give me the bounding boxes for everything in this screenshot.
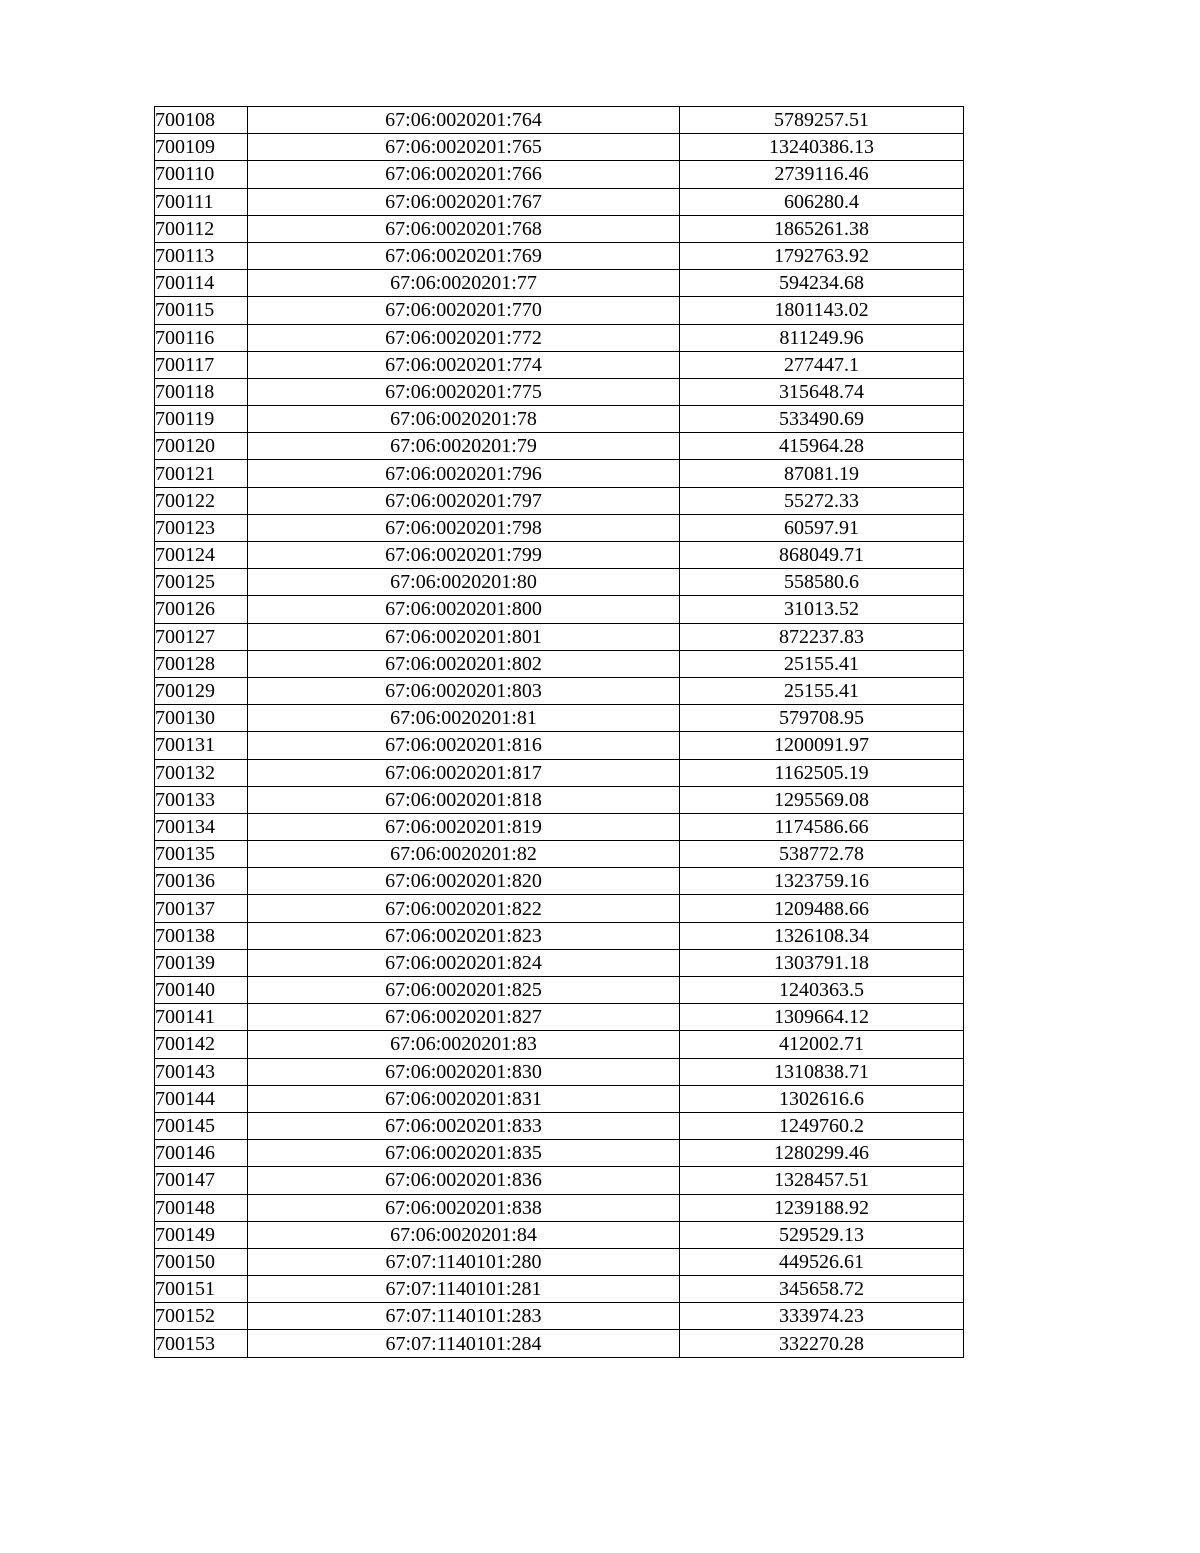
cadastral-number-cell: 67:06:0020201:819 bbox=[248, 813, 680, 840]
cadastral-value-cell: 1209488.66 bbox=[680, 895, 964, 922]
row-number-cell: 700135 bbox=[155, 841, 248, 868]
cadastral-value-cell: 55272.33 bbox=[680, 487, 964, 514]
row-number-cell: 700109 bbox=[155, 134, 248, 161]
table-row bbox=[155, 514, 964, 541]
cadastral-number-cell: 67:06:0020201:818 bbox=[248, 786, 680, 813]
table-row bbox=[155, 215, 964, 242]
table-row bbox=[155, 569, 964, 596]
cadastral-value-cell: 1303791.18 bbox=[680, 949, 964, 976]
row-number-cell: 700150 bbox=[155, 1248, 248, 1275]
table-row bbox=[155, 1140, 964, 1167]
cadastral-number-cell: 67:06:0020201:78 bbox=[248, 406, 680, 433]
cadastral-value-cell: 538772.78 bbox=[680, 841, 964, 868]
row-number-cell: 700138 bbox=[155, 922, 248, 949]
row-number-cell: 700114 bbox=[155, 270, 248, 297]
cadastral-number-cell: 67:06:0020201:79 bbox=[248, 433, 680, 460]
table-row bbox=[155, 868, 964, 895]
row-number-cell: 700148 bbox=[155, 1194, 248, 1221]
table-row bbox=[155, 242, 964, 269]
cadastral-value-cell: 1249760.2 bbox=[680, 1112, 964, 1139]
cadastral-number-cell: 67:06:0020201:831 bbox=[248, 1085, 680, 1112]
cadastral-number-cell: 67:06:0020201:764 bbox=[248, 107, 680, 134]
row-number-cell: 700136 bbox=[155, 868, 248, 895]
table-row bbox=[155, 1085, 964, 1112]
cadastral-number-cell: 67:06:0020201:823 bbox=[248, 922, 680, 949]
row-number-cell: 700115 bbox=[155, 297, 248, 324]
cadastral-value-cell: 1865261.38 bbox=[680, 215, 964, 242]
table-row bbox=[155, 705, 964, 732]
cadastral-value-cell: 1323759.16 bbox=[680, 868, 964, 895]
cadastral-number-cell: 67:06:0020201:765 bbox=[248, 134, 680, 161]
table-row bbox=[155, 623, 964, 650]
table-row bbox=[155, 297, 964, 324]
cadastral-value-cell: 529529.13 bbox=[680, 1221, 964, 1248]
table-row bbox=[155, 433, 964, 460]
cadastral-value-cell: 87081.19 bbox=[680, 460, 964, 487]
cadastral-value-cell: 333974.23 bbox=[680, 1303, 964, 1330]
cadastral-value-cell: 2739116.46 bbox=[680, 161, 964, 188]
cadastral-number-cell: 67:06:0020201:833 bbox=[248, 1112, 680, 1139]
table-row bbox=[155, 596, 964, 623]
row-number-cell: 700128 bbox=[155, 650, 248, 677]
table-body bbox=[155, 107, 964, 1358]
row-number-cell: 700142 bbox=[155, 1031, 248, 1058]
cadastral-number-cell: 67:06:0020201:775 bbox=[248, 378, 680, 405]
row-number-cell: 700134 bbox=[155, 813, 248, 840]
cadastral-number-cell: 67:06:0020201:84 bbox=[248, 1221, 680, 1248]
row-number-cell: 700129 bbox=[155, 677, 248, 704]
row-number-cell: 700147 bbox=[155, 1167, 248, 1194]
cadastral-number-cell: 67:06:0020201:772 bbox=[248, 324, 680, 351]
cadastral-value-cell: 60597.91 bbox=[680, 514, 964, 541]
cadastral-value-cell: 606280.4 bbox=[680, 188, 964, 215]
cadastral-value-cell: 277447.1 bbox=[680, 351, 964, 378]
cadastral-value-cell: 13240386.13 bbox=[680, 134, 964, 161]
row-number-cell: 700124 bbox=[155, 542, 248, 569]
cadastral-number-cell: 67:06:0020201:816 bbox=[248, 732, 680, 759]
row-number-cell: 700130 bbox=[155, 705, 248, 732]
cadastral-number-cell: 67:06:0020201:81 bbox=[248, 705, 680, 732]
table-row bbox=[155, 1058, 964, 1085]
cadastral-value-cell: 1328457.51 bbox=[680, 1167, 964, 1194]
table-row bbox=[155, 841, 964, 868]
cadastral-value-cell: 31013.52 bbox=[680, 596, 964, 623]
table-row bbox=[155, 1004, 964, 1031]
cadastral-number-cell: 67:06:0020201:797 bbox=[248, 487, 680, 514]
cadastral-value-cell: 1792763.92 bbox=[680, 242, 964, 269]
row-number-cell: 700140 bbox=[155, 977, 248, 1004]
row-number-cell: 700132 bbox=[155, 759, 248, 786]
row-number-cell: 700137 bbox=[155, 895, 248, 922]
cadastral-number-cell: 67:06:0020201:824 bbox=[248, 949, 680, 976]
row-number-cell: 700126 bbox=[155, 596, 248, 623]
row-number-cell: 700112 bbox=[155, 215, 248, 242]
cadastral-value-cell: 25155.41 bbox=[680, 650, 964, 677]
table-row bbox=[155, 487, 964, 514]
cadastral-number-cell: 67:06:0020201:835 bbox=[248, 1140, 680, 1167]
cadastral-number-cell: 67:06:0020201:838 bbox=[248, 1194, 680, 1221]
cadastral-value-cell: 5789257.51 bbox=[680, 107, 964, 134]
table-row bbox=[155, 1221, 964, 1248]
row-number-cell: 700143 bbox=[155, 1058, 248, 1085]
cadastral-number-cell: 67:06:0020201:836 bbox=[248, 1167, 680, 1194]
table-row bbox=[155, 922, 964, 949]
cadastral-number-cell: 67:06:0020201:769 bbox=[248, 242, 680, 269]
cadastral-value-cell: 332270.28 bbox=[680, 1330, 964, 1357]
cadastral-value-cell: 415964.28 bbox=[680, 433, 964, 460]
cadastral-number-cell: 67:06:0020201:822 bbox=[248, 895, 680, 922]
cadastral-number-cell: 67:06:0020201:768 bbox=[248, 215, 680, 242]
cadastral-value-cell: 345658.72 bbox=[680, 1276, 964, 1303]
table-row bbox=[155, 406, 964, 433]
cadastral-number-cell: 67:06:0020201:80 bbox=[248, 569, 680, 596]
cadastral-value-cell: 315648.74 bbox=[680, 378, 964, 405]
cadastral-value-cell: 1162505.19 bbox=[680, 759, 964, 786]
cadastral-number-cell: 67:06:0020201:830 bbox=[248, 1058, 680, 1085]
table-row bbox=[155, 1112, 964, 1139]
table-row bbox=[155, 324, 964, 351]
cadastral-value-cell: 1302616.6 bbox=[680, 1085, 964, 1112]
cadastral-value-cell: 558580.6 bbox=[680, 569, 964, 596]
row-number-cell: 700110 bbox=[155, 161, 248, 188]
cadastral-number-cell: 67:06:0020201:767 bbox=[248, 188, 680, 215]
table-row bbox=[155, 759, 964, 786]
cadastral-value-cell: 1801143.02 bbox=[680, 297, 964, 324]
cadastral-value-cell: 25155.41 bbox=[680, 677, 964, 704]
row-number-cell: 700133 bbox=[155, 786, 248, 813]
cadastral-number-cell: 67:06:0020201:801 bbox=[248, 623, 680, 650]
cadastral-value-cell: 1309664.12 bbox=[680, 1004, 964, 1031]
table-row bbox=[155, 677, 964, 704]
cadastral-number-cell: 67:07:1140101:281 bbox=[248, 1276, 680, 1303]
row-number-cell: 700141 bbox=[155, 1004, 248, 1031]
row-number-cell: 700151 bbox=[155, 1276, 248, 1303]
row-number-cell: 700139 bbox=[155, 949, 248, 976]
cadastral-value-cell: 868049.71 bbox=[680, 542, 964, 569]
cadastral-number-cell: 67:06:0020201:803 bbox=[248, 677, 680, 704]
table-row bbox=[155, 732, 964, 759]
table-row bbox=[155, 895, 964, 922]
row-number-cell: 700118 bbox=[155, 378, 248, 405]
cadastral-value-cell: 1174586.66 bbox=[680, 813, 964, 840]
row-number-cell: 700127 bbox=[155, 623, 248, 650]
cadastral-number-cell: 67:07:1140101:280 bbox=[248, 1248, 680, 1275]
cadastral-number-cell: 67:06:0020201:799 bbox=[248, 542, 680, 569]
cadastral-value-cell: 872237.83 bbox=[680, 623, 964, 650]
cadastral-value-cell: 579708.95 bbox=[680, 705, 964, 732]
table-row bbox=[155, 134, 964, 161]
row-number-cell: 700108 bbox=[155, 107, 248, 134]
row-number-cell: 700125 bbox=[155, 569, 248, 596]
cadastral-number-cell: 67:06:0020201:796 bbox=[248, 460, 680, 487]
row-number-cell: 700119 bbox=[155, 406, 248, 433]
table-row bbox=[155, 1303, 964, 1330]
row-number-cell: 700144 bbox=[155, 1085, 248, 1112]
row-number-cell: 700121 bbox=[155, 460, 248, 487]
table-row bbox=[155, 1031, 964, 1058]
table-row bbox=[155, 460, 964, 487]
cadastral-value-cell: 449526.61 bbox=[680, 1248, 964, 1275]
table-row bbox=[155, 378, 964, 405]
cadastral-number-cell: 67:06:0020201:802 bbox=[248, 650, 680, 677]
row-number-cell: 700123 bbox=[155, 514, 248, 541]
cadastral-number-cell: 67:06:0020201:83 bbox=[248, 1031, 680, 1058]
table-row bbox=[155, 270, 964, 297]
row-number-cell: 700111 bbox=[155, 188, 248, 215]
cadastral-number-cell: 67:06:0020201:774 bbox=[248, 351, 680, 378]
table-row bbox=[155, 1330, 964, 1357]
table-row bbox=[155, 949, 964, 976]
row-number-cell: 700152 bbox=[155, 1303, 248, 1330]
table-row bbox=[155, 351, 964, 378]
row-number-cell: 700149 bbox=[155, 1221, 248, 1248]
table-row bbox=[155, 107, 964, 134]
cadastral-value-cell: 533490.69 bbox=[680, 406, 964, 433]
row-number-cell: 700131 bbox=[155, 732, 248, 759]
row-number-cell: 700146 bbox=[155, 1140, 248, 1167]
table-row bbox=[155, 650, 964, 677]
row-number-cell: 700153 bbox=[155, 1330, 248, 1357]
table-row bbox=[155, 188, 964, 215]
cadastral-number-cell: 67:06:0020201:827 bbox=[248, 1004, 680, 1031]
table-row bbox=[155, 542, 964, 569]
row-number-cell: 700117 bbox=[155, 351, 248, 378]
cadastral-number-cell: 67:06:0020201:800 bbox=[248, 596, 680, 623]
cadastral-value-cell: 1240363.5 bbox=[680, 977, 964, 1004]
row-number-cell: 700113 bbox=[155, 242, 248, 269]
cadastral-value-cell: 1295569.08 bbox=[680, 786, 964, 813]
cadastral-number-cell: 67:06:0020201:825 bbox=[248, 977, 680, 1004]
cadastral-number-cell: 67:06:0020201:820 bbox=[248, 868, 680, 895]
table-row bbox=[155, 161, 964, 188]
table-row bbox=[155, 1276, 964, 1303]
cadastral-number-cell: 67:06:0020201:770 bbox=[248, 297, 680, 324]
table-row bbox=[155, 977, 964, 1004]
cadastral-value-cell: 811249.96 bbox=[680, 324, 964, 351]
cadastral-value-cell: 412002.71 bbox=[680, 1031, 964, 1058]
cadastral-number-cell: 67:06:0020201:798 bbox=[248, 514, 680, 541]
row-number-cell: 700122 bbox=[155, 487, 248, 514]
cadastral-number-cell: 67:06:0020201:766 bbox=[248, 161, 680, 188]
table-row bbox=[155, 813, 964, 840]
cadastral-value-cell: 1280299.46 bbox=[680, 1140, 964, 1167]
cadastral-value-cell: 1239188.92 bbox=[680, 1194, 964, 1221]
cadastral-value-cell: 1310838.71 bbox=[680, 1058, 964, 1085]
table-row bbox=[155, 1194, 964, 1221]
table-row bbox=[155, 786, 964, 813]
cadastral-value-cell: 1326108.34 bbox=[680, 922, 964, 949]
cadastral-number-cell: 67:07:1140101:284 bbox=[248, 1330, 680, 1357]
row-number-cell: 700116 bbox=[155, 324, 248, 351]
row-number-cell: 700120 bbox=[155, 433, 248, 460]
table-row bbox=[155, 1248, 964, 1275]
cadastral-number-cell: 67:07:1140101:283 bbox=[248, 1303, 680, 1330]
row-number-cell: 700145 bbox=[155, 1112, 248, 1139]
table-row bbox=[155, 1167, 964, 1194]
cadastral-number-cell: 67:06:0020201:817 bbox=[248, 759, 680, 786]
cadastral-value-cell: 594234.68 bbox=[680, 270, 964, 297]
cadastral-number-cell: 67:06:0020201:82 bbox=[248, 841, 680, 868]
cadastral-value-cell: 1200091.97 bbox=[680, 732, 964, 759]
cadastral-number-cell: 67:06:0020201:77 bbox=[248, 270, 680, 297]
cadastral-value-table bbox=[154, 106, 964, 1358]
